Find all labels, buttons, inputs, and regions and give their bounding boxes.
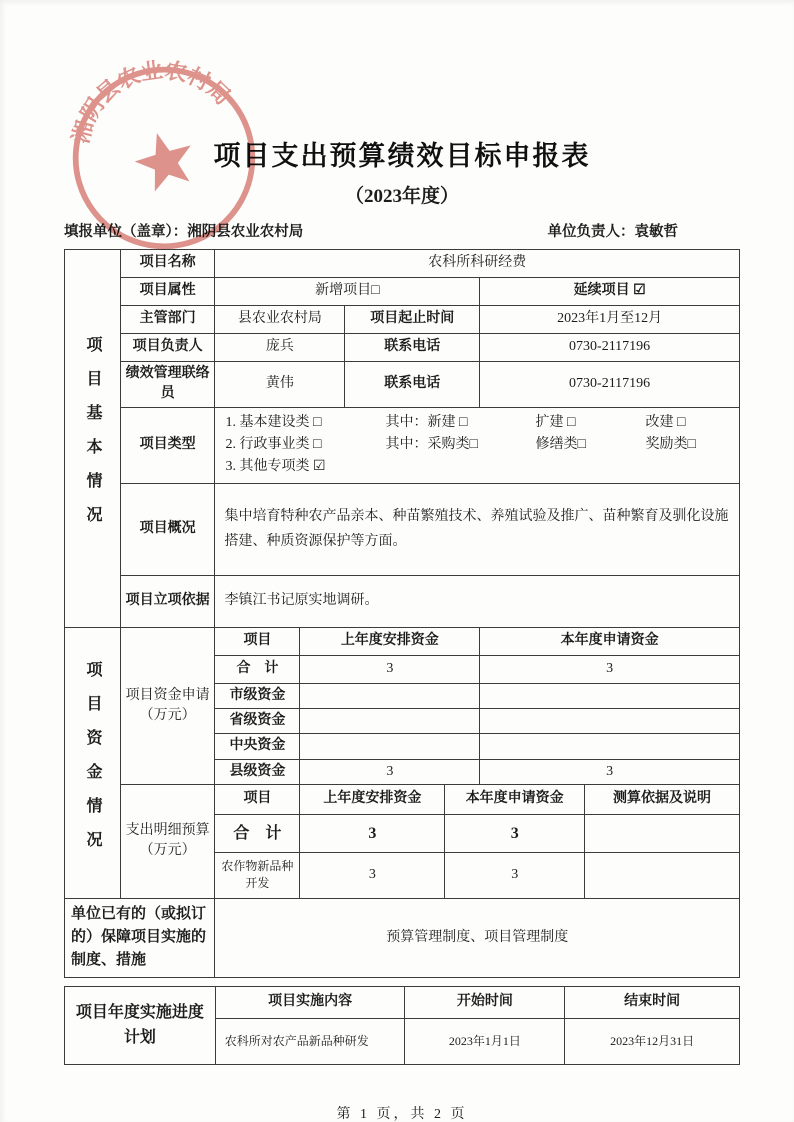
type-repair-checkbox: 修缮类□ (535, 436, 586, 452)
detail-row-basis (585, 814, 740, 852)
detail-header-thisyear: 本年度申请资金 (445, 784, 585, 814)
detail-row-lastyear: 3 (300, 852, 445, 898)
app-row-lastyear: 3 (300, 759, 480, 784)
attr-continue-checkbox: 延续项目 ☑ (480, 278, 740, 306)
project-name-value: 农科所科研经费 (215, 250, 740, 278)
type-special-checkbox: 3. 其他专项类 ☑ (225, 459, 326, 475)
attr-new-checkbox: 新增项目□ (215, 278, 480, 306)
section-funding (65, 627, 121, 898)
app-row-lastyear (300, 734, 480, 759)
period-label: 项目起止时间 (345, 306, 480, 334)
app-row-label: 市级资金 (215, 683, 300, 708)
type-purchase-checkbox: 其中：采购类□ (385, 436, 478, 452)
leader-phone-label: 联系电话 (345, 334, 480, 362)
unit-head (548, 220, 741, 241)
type-rebuild-checkbox: 改建 □ (645, 414, 686, 430)
section-basic-info-label: 项目基本情况 (84, 336, 102, 541)
seal-arc-text: 湘阴县农业农村局 (67, 57, 236, 146)
schedule-table (64, 986, 740, 1065)
leader-phone-value: 0730-2117196 (480, 334, 740, 362)
form-subtitle: （2023年度） (344, 186, 459, 207)
overview-label: 项目概况 (120, 483, 215, 575)
app-row-label: 合 计 (215, 655, 300, 683)
type-line-administrative (225, 434, 733, 456)
app-row-label: 县级资金 (215, 759, 300, 784)
project-name-label: 项目名称 (120, 250, 215, 278)
detail-header-basis: 测算依据及说明 (585, 784, 740, 814)
safeguard-value: 预算管理制度、项目管理制度 (215, 898, 740, 977)
dept-label: 主管部门 (120, 306, 215, 334)
schedule-header-content: 项目实施内容 (215, 986, 405, 1018)
detail-row-thisyear: 3 (445, 852, 585, 898)
leader-label: 项目负责人 (120, 334, 215, 362)
type-construction-checkbox: 1. 基本建设类 □ (225, 414, 322, 430)
section-basic-info (65, 250, 121, 628)
detail-header-lastyear: 上年度安排资金 (300, 784, 445, 814)
type-admin-checkbox: 2. 行政事业类 □ (225, 436, 322, 452)
app-row-thisyear (480, 709, 740, 734)
app-header-lastyear: 上年度安排资金 (300, 627, 480, 655)
fund-detail-label: 支出明细预算（万元） (120, 784, 215, 898)
app-row-lastyear (300, 709, 480, 734)
schedule-row-end: 2023年12月31日 (565, 1018, 740, 1064)
schedule-header-start: 开始时间 (405, 986, 565, 1018)
app-row-thisyear: 3 (480, 759, 740, 784)
type-reward-checkbox: 奖励类□ (645, 436, 696, 452)
app-row-thisyear: 3 (480, 655, 740, 683)
app-row-thisyear (480, 683, 740, 708)
detail-row-lastyear: 3 (300, 814, 445, 852)
detail-row-thisyear: 3 (445, 814, 585, 852)
form-title: 项目支出预算绩效目标申报表 (213, 141, 591, 171)
liaison-label: 绩效管理联络员 (120, 362, 215, 408)
schedule-header-end: 结束时间 (565, 986, 740, 1018)
schedule-row-start: 2023年1月1日 (405, 1018, 565, 1064)
unit-head-value: 袁敏哲 (634, 224, 678, 240)
app-row-lastyear: 3 (300, 655, 480, 683)
schedule-label: 项目年度实施进度计划 (65, 986, 216, 1064)
app-header-item: 项目 (215, 627, 300, 655)
liaison-phone-value: 0730-2117196 (480, 362, 740, 408)
leader-value: 庞兵 (215, 334, 345, 362)
project-attr-label: 项目属性 (120, 278, 215, 306)
project-type-label: 项目类型 (120, 407, 215, 483)
period-value: 2023年1月至12月 (480, 306, 740, 334)
app-row-lastyear (300, 683, 480, 708)
liaison-value: 黄伟 (215, 362, 345, 408)
project-type-options (215, 407, 740, 483)
section-funding-label: 项目资金情况 (84, 660, 102, 865)
main-form-table (64, 249, 740, 978)
detail-row-label: 农作物新品种开发 (215, 852, 300, 898)
meta-row (64, 220, 740, 241)
reporting-unit-value: 湘阴县农业农村局 (187, 224, 304, 240)
detail-row-label: 合 计 (215, 814, 300, 852)
app-row-thisyear (480, 734, 740, 759)
type-line-special (225, 456, 733, 478)
overview-value: 集中培育特种农产品亲本、种苗繁殖技术、养殖试验及推广、苗种繁育及驯化设施搭建、种质资源保护等方面。 (215, 483, 740, 575)
app-row-label: 省级资金 (215, 709, 300, 734)
safeguard-label: 单位已有的（或拟订的）保障项目实施的制度、措施 (65, 898, 215, 977)
app-header-thisyear: 本年度申请资金 (480, 627, 740, 655)
detail-row-basis (585, 852, 740, 898)
detail-header-item: 项目 (215, 784, 300, 814)
type-newbuild-checkbox: 其中：新建 □ (385, 414, 468, 430)
basis-value: 李镇江书记原实地调研。 (215, 575, 740, 627)
page-number: 第 1 页，共 2 页 (336, 1106, 468, 1122)
basis-label: 项目立项依据 (120, 575, 215, 627)
schedule-row-content: 农科所对农产品新品种研发 (215, 1018, 405, 1064)
type-line-construction (225, 412, 733, 434)
fund-application-label: 项目资金申请（万元） (120, 627, 215, 784)
reporting-unit (64, 220, 303, 241)
liaison-phone-label: 联系电话 (345, 362, 480, 408)
dept-value: 县农业农村局 (215, 306, 345, 334)
app-row-label: 中央资金 (215, 734, 300, 759)
unit-head-label: 单位负责人： (547, 224, 635, 240)
reporting-unit-label: 填报单位（盖章）： (64, 224, 188, 240)
type-expand-checkbox: 扩建 □ (535, 414, 576, 430)
